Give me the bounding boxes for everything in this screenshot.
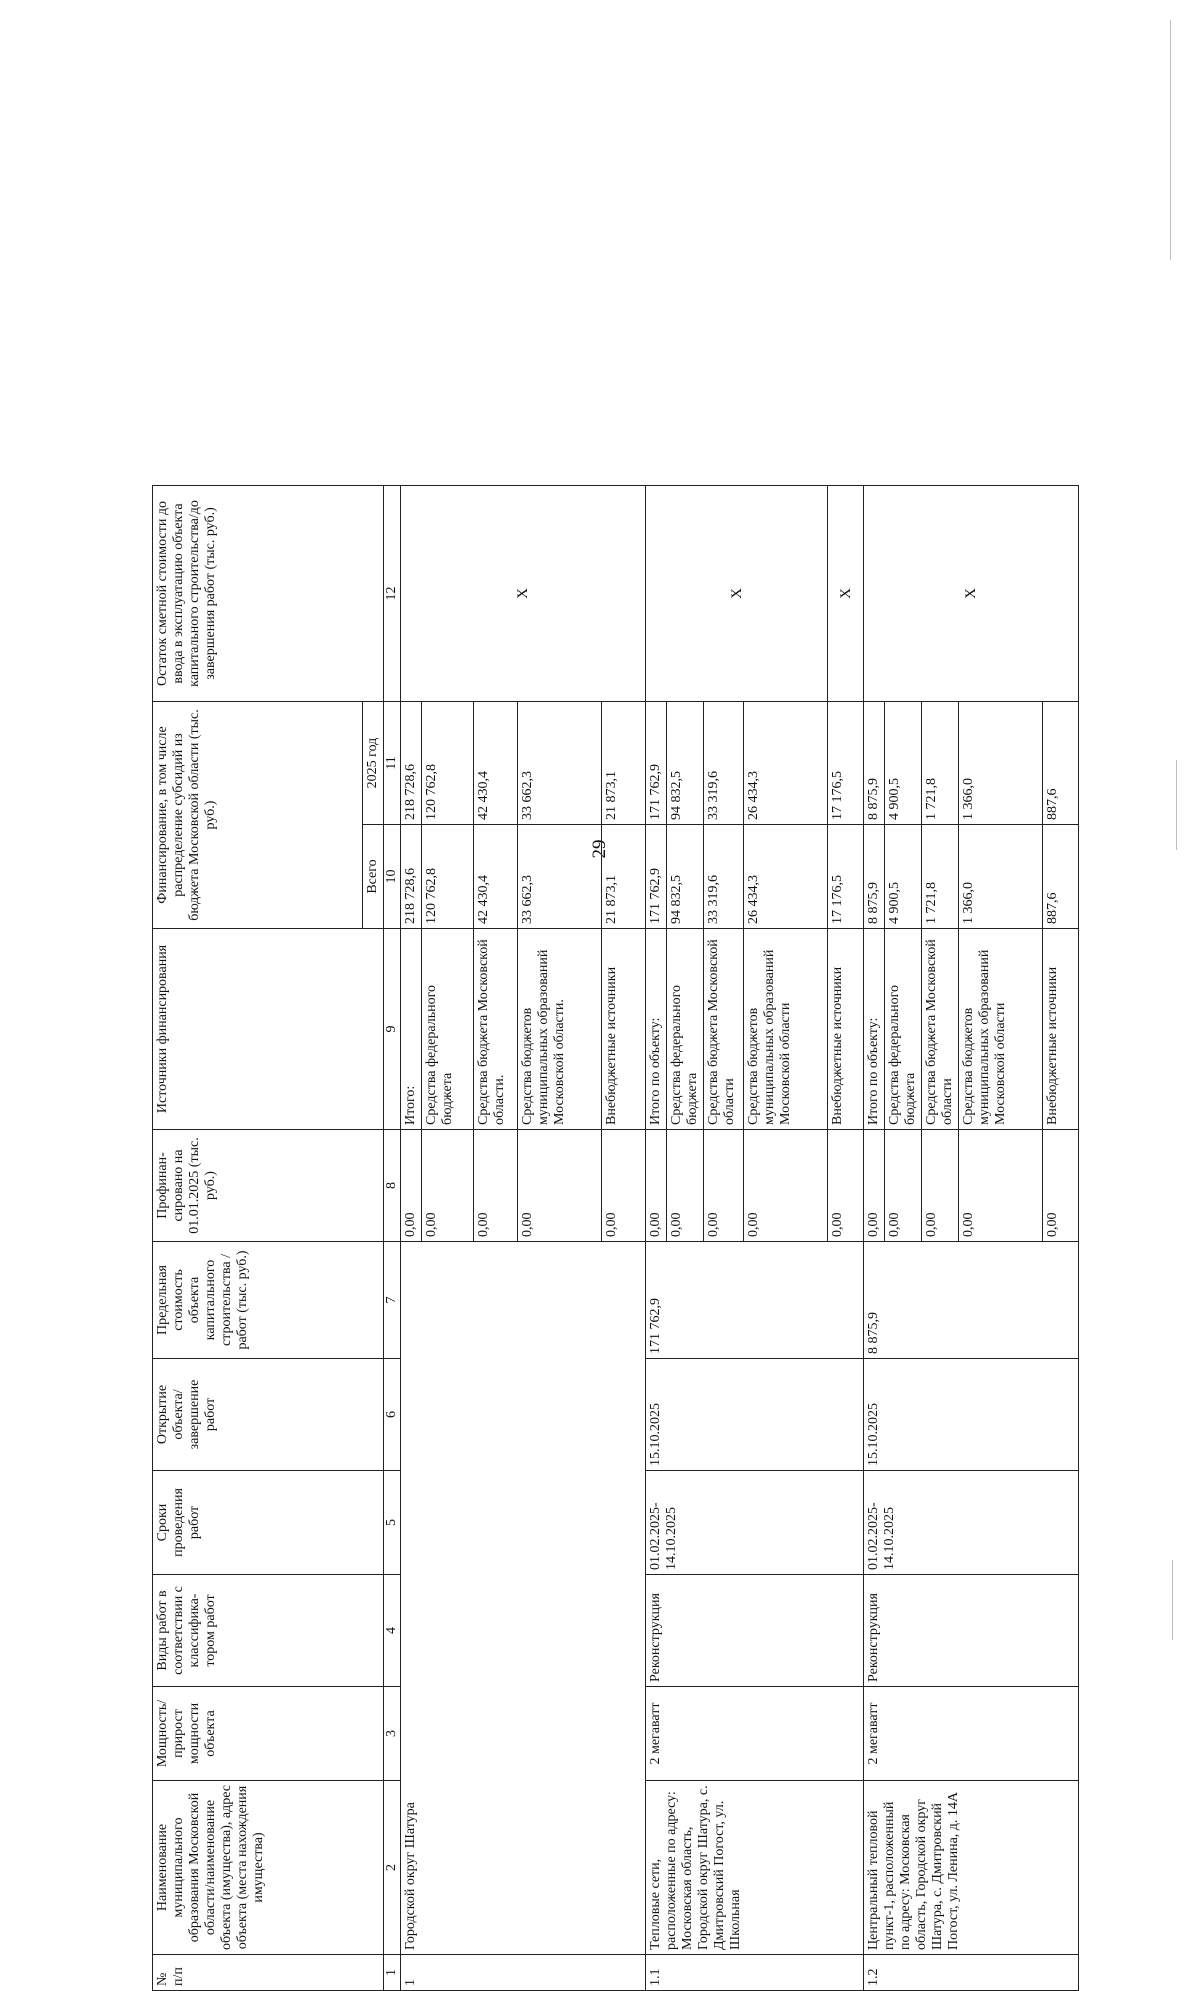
header-name: Наименование муниципального образования Московской области/наименование объекта (имущества), адрес объекта (места нахождения имущества) xyxy=(153,1781,384,1955)
financing-table xyxy=(152,485,1079,1991)
year-2025-cell: 42 430,4 xyxy=(474,701,518,824)
year-2025-cell: 120 762,8 xyxy=(422,701,474,824)
year-2025-cell: 17 176,5 xyxy=(828,701,864,824)
year-2025-cell: 26 434,3 xyxy=(744,701,828,824)
column-number: 12 xyxy=(384,485,401,701)
year-2025-cell: 33 319,6 xyxy=(704,701,744,824)
column-number: 4 xyxy=(384,1575,401,1687)
year-2025-cell: 33 662,3 xyxy=(518,701,602,824)
source-cell: Средства бюджета Московской области. xyxy=(474,929,518,1130)
object-name: Центральный тепловой пункт-1, расположенный по адресу: Московская область, Городской округ Шатура, с. Дмитровский Погост, ул. Ленина, д. 14А xyxy=(864,1781,1079,1955)
year-2025-cell: 171 762,9 xyxy=(646,701,667,824)
funded-cell: 0,00 xyxy=(667,1130,704,1242)
remaining-cell: Х xyxy=(646,485,828,701)
total-cell: 26 434,3 xyxy=(744,825,828,929)
year-2025-cell: 887,6 xyxy=(1043,701,1079,824)
column-number: 11 xyxy=(384,701,401,824)
page-number: 29 xyxy=(589,839,610,859)
funded-cell: 0,00 xyxy=(401,1130,422,1242)
total-cell: 171 762,9 xyxy=(646,825,667,929)
object-work-type: Реконструкция xyxy=(646,1575,864,1687)
rotated-table-sheet xyxy=(152,486,1075,1991)
column-number: 9 xyxy=(384,929,401,1130)
funded-cell: 0,00 xyxy=(959,1130,1043,1242)
year-2025-cell: 218 728,6 xyxy=(401,701,422,824)
object-period: 01.02.2025-14.10.2025 xyxy=(646,1471,864,1575)
object-work-type: Реконструкция xyxy=(864,1575,1079,1687)
year-2025-cell: 4 900,5 xyxy=(885,701,922,824)
column-number: 3 xyxy=(384,1687,401,1781)
header-funded: Профинан-сировано на 01.01.2025 (тыс. руб.) xyxy=(153,1130,384,1242)
source-cell: Итого по объекту: xyxy=(646,929,667,1130)
year-2025-cell: 8 875,9 xyxy=(864,701,885,824)
column-number: 10 xyxy=(384,825,401,929)
source-cell: Средства федерального бюджета xyxy=(422,929,474,1130)
object-capacity: 2 мегаватт xyxy=(646,1687,864,1781)
year-2025-cell: 21 873,1 xyxy=(602,701,646,824)
column-number: 2 xyxy=(384,1781,401,1955)
header-opening: Открытие объекта/ завершение работ xyxy=(153,1359,384,1471)
source-cell: Внебюджетные источники xyxy=(828,929,864,1130)
source-cell: Внебюджетные источники xyxy=(602,929,646,1130)
funded-cell: 0,00 xyxy=(828,1130,864,1242)
source-cell: Средства федерального бюджета xyxy=(885,929,922,1130)
header-max-cost: Предельная стоимость объекта капитального строительства /работ (тыс. руб.) xyxy=(153,1242,384,1359)
remaining-cell: Х xyxy=(864,485,1079,701)
funded-cell: 0,00 xyxy=(518,1130,602,1242)
total-cell: 17 176,5 xyxy=(828,825,864,929)
object-period: 01.02.2025-14.10.2025 xyxy=(864,1471,1079,1575)
header-remaining: Остаток сметной стоимости до ввода в эксплуатацию объекта капитального строительства/до завершения работ (тыс. руб.) xyxy=(153,485,384,701)
scan-edge-mark xyxy=(1172,1560,1173,1640)
year-2025-cell: 1 721,8 xyxy=(922,701,959,824)
source-cell: Итого по объекту: xyxy=(864,929,885,1130)
column-number: 7 xyxy=(384,1242,401,1359)
funded-cell: 0,00 xyxy=(1043,1130,1079,1242)
source-cell: Средства бюджета Московской области xyxy=(704,929,744,1130)
funded-cell: 0,00 xyxy=(602,1130,646,1242)
total-cell: 42 430,4 xyxy=(474,825,518,929)
header-period: Сроки проведения работ xyxy=(153,1471,384,1575)
scan-edge-mark xyxy=(1170,20,1171,260)
source-cell: Внебюджетные источники xyxy=(1043,929,1079,1130)
total-cell: 887,6 xyxy=(1043,825,1079,929)
source-cell: Средства бюджетов муниципальных образований Московской области. xyxy=(518,929,602,1130)
header-financing: Финансирование, в том числе распределение субсидий из бюджета Московской области (тыс. руб.) xyxy=(153,701,363,928)
total-cell: 1 721,8 xyxy=(922,825,959,929)
total-cell: 120 762,8 xyxy=(422,825,474,929)
total-cell: 8 875,9 xyxy=(864,825,885,929)
total-cell: 4 900,5 xyxy=(885,825,922,929)
column-number: 5 xyxy=(384,1471,401,1575)
funded-cell: 0,00 xyxy=(646,1130,667,1242)
column-number: 1 xyxy=(384,1955,401,1991)
year-2025-cell: 1 366,0 xyxy=(959,701,1043,824)
funded-cell: 0,00 xyxy=(885,1130,922,1242)
column-number: 6 xyxy=(384,1359,401,1471)
total-cell: 33 319,6 xyxy=(704,825,744,929)
column-number: 8 xyxy=(384,1130,401,1242)
source-cell: Средства бюджета Московской области xyxy=(922,929,959,1130)
scan-edge-mark xyxy=(1176,760,1177,850)
municipality-num: 1 xyxy=(401,1955,646,1991)
header-2025: 2025 год xyxy=(363,701,384,824)
source-cell: Средства бюджетов муниципальных образований Московской области xyxy=(744,929,828,1130)
total-cell: 94 832,5 xyxy=(667,825,704,929)
header-sources: Источники финансирования xyxy=(153,929,384,1130)
funded-cell: 0,00 xyxy=(422,1130,474,1242)
funded-cell: 0,00 xyxy=(704,1130,744,1242)
funded-cell: 0,00 xyxy=(922,1130,959,1242)
header-work-type: Виды работ в соответствии с классифика-тором работ xyxy=(153,1575,384,1687)
source-cell: Средства бюджетов муниципальных образований Московской области xyxy=(959,929,1043,1130)
total-cell: 218 728,6 xyxy=(401,825,422,929)
funded-cell: 0,00 xyxy=(474,1130,518,1242)
remaining-cell: Х xyxy=(828,485,864,701)
object-name: Тепловые сети, расположенные по адресу: Московская область, Городской округ Шатура, с. Дмитровский Погост, ул. Школьная xyxy=(646,1781,864,1955)
object-max-cost: 171 762,9 xyxy=(646,1242,864,1359)
header-capacity: Мощность/ прирост мощности объекта xyxy=(153,1687,384,1781)
municipality-name: Городской округ Шатура xyxy=(401,1242,646,1955)
funded-cell: 0,00 xyxy=(864,1130,885,1242)
year-2025-cell: 94 832,5 xyxy=(667,701,704,824)
object-num: 1.1 xyxy=(646,1955,864,1991)
source-cell: Средства федерального бюджета xyxy=(667,929,704,1130)
object-opening: 15.10.2025 xyxy=(864,1359,1079,1471)
total-cell: 21 873,1 xyxy=(602,825,646,929)
object-max-cost: 8 875,9 xyxy=(864,1242,1079,1359)
remaining-cell: Х xyxy=(401,485,646,701)
total-cell: 33 662,3 xyxy=(518,825,602,929)
object-num: 1.2 xyxy=(864,1955,1079,1991)
object-capacity: 2 мегаватт xyxy=(864,1687,1079,1781)
total-cell: 1 366,0 xyxy=(959,825,1043,929)
object-opening: 15.10.2025 xyxy=(646,1359,864,1471)
header-num: № п/п xyxy=(153,1955,384,1991)
funded-cell: 0,00 xyxy=(744,1130,828,1242)
header-total: Всего xyxy=(363,825,384,929)
source-cell: Итого: xyxy=(401,929,422,1130)
